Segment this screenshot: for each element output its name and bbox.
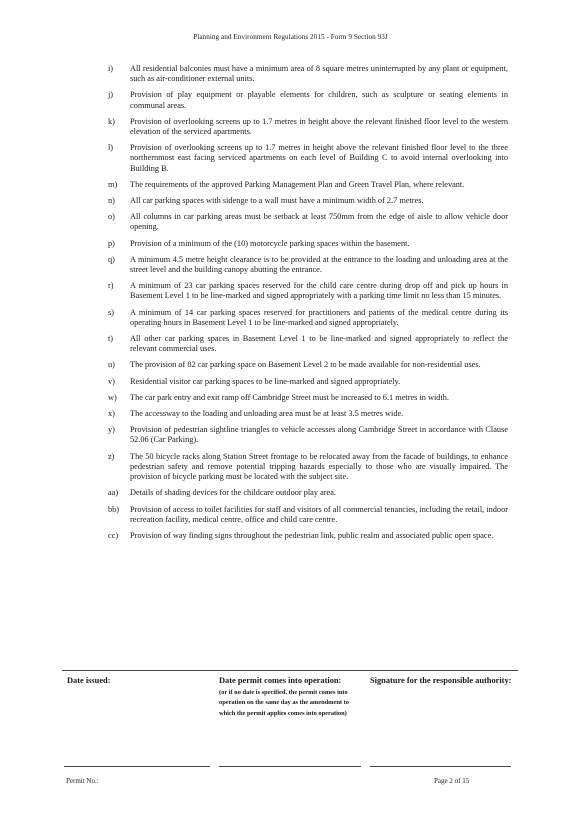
condition-text: Provision of access to toilet facilities for staff and visitors of all commercial tenancies, including the retail, indoor recreation facility, medical centre, office and child care centre. bbox=[130, 504, 508, 524]
condition-text: Residential visitor car parking spaces to be line-marked and signed appropriately. bbox=[130, 376, 401, 386]
condition-item bbox=[108, 360, 508, 370]
condition-label: cc) bbox=[108, 530, 119, 540]
condition-text: All columns in car parking areas must be setback at least 750mm from the edge of aisle to allow vehicle door opening. bbox=[130, 212, 508, 232]
condition-label: m) bbox=[108, 179, 118, 189]
condition-item bbox=[108, 196, 508, 206]
condition-label: o) bbox=[108, 212, 115, 222]
condition-text: The 50 bicycle racks along Station Street frontage to be relocated away from the facade of buildings, to enhance pedestrian safety and remove potential tripping hazards especially to those who are visually impaired. The provision of bicycle parking must be located with the subject site. bbox=[130, 451, 508, 482]
condition-item bbox=[108, 90, 508, 110]
condition-item bbox=[108, 255, 508, 275]
condition-label: z) bbox=[108, 451, 115, 461]
condition-text: Provision of overlooking screens up to 1.7 metres in height above the relevant finished floor level to the western elevation of the serviced apartments. bbox=[130, 116, 508, 137]
date-issued-label: Date issued: bbox=[67, 676, 111, 685]
operation-date-label: Date permit comes into operation: bbox=[219, 676, 342, 685]
condition-text: The accessway to the loading and unloading area must be at least 3.5 metres wide. bbox=[130, 409, 404, 419]
condition-item bbox=[108, 425, 508, 445]
condition-label: p) bbox=[108, 238, 115, 248]
condition-label: n) bbox=[108, 196, 115, 206]
condition-text: Provision of way finding signs throughout the pedestrian link, public realm and associated public open space. bbox=[130, 530, 494, 540]
condition-text: The provision of 82 car parking space on Basement Level 2 to be made available for non-residential uses. bbox=[130, 360, 481, 370]
condition-item bbox=[108, 393, 508, 403]
condition-label: r) bbox=[108, 281, 114, 291]
condition-item bbox=[108, 239, 508, 249]
condition-label: q) bbox=[108, 254, 115, 264]
condition-label: j) bbox=[108, 90, 114, 100]
signature-line bbox=[370, 766, 511, 767]
operation-date-column bbox=[219, 675, 354, 719]
condition-text: Provision of overlooking screens up to 1.7 metres in height above the relevant finished floor level to the three northernmost east facing serviced apartments on each level of Building C to avoid internal overlooking into Building B. bbox=[130, 143, 508, 173]
condition-item bbox=[108, 488, 508, 498]
condition-label: t) bbox=[108, 334, 114, 344]
signature-label: Signature for the responsible authority: bbox=[370, 676, 512, 685]
condition-label: v) bbox=[108, 376, 115, 386]
condition-item bbox=[108, 531, 508, 541]
condition-item bbox=[108, 409, 508, 419]
condition-text: All other car parking spaces in Basement Level 1 to be line-marked and signed appropriately to reflect the relevant commercial uses. bbox=[130, 334, 508, 354]
conditions-list bbox=[108, 64, 508, 547]
condition-item bbox=[108, 212, 508, 232]
condition-label: w) bbox=[108, 392, 117, 402]
condition-text: A minimum of 14 car parking spaces reserved for practitioners and patients of the medical centre during its operating hours in Basement Level 1 to be line-marked and signed appropriately. bbox=[130, 307, 508, 327]
condition-text: Details of shading devices for the childcare outdoor play area. bbox=[130, 488, 336, 498]
condition-label: y) bbox=[108, 425, 115, 435]
condition-label: s) bbox=[108, 307, 114, 317]
operation-date-note: (or if no date is specified, the permit comes into operation on the same day as the amendment to which the permit applies comes into operation) bbox=[219, 689, 349, 717]
condition-text: Provision of play equipment or playable elements for children, such as sculpture or seating elements in communal areas. bbox=[130, 90, 508, 110]
condition-label: bb) bbox=[108, 504, 120, 514]
condition-label: l) bbox=[108, 143, 114, 153]
condition-text: A minimum 4.5 metre height clearance is to be provided at the entrance to the loading and unloading area at the street level and the building canopy abutting the entrance. bbox=[130, 254, 508, 275]
date-issued-line bbox=[64, 766, 210, 767]
condition-text: All residential balconies must have a minimum area of 8 square metres uninterrupted by any plant or equipment, such as air-conditioner external units. bbox=[130, 64, 508, 84]
condition-item bbox=[108, 377, 508, 387]
divider bbox=[62, 670, 518, 671]
condition-item bbox=[108, 64, 508, 84]
condition-item bbox=[108, 334, 508, 354]
page-header: Planning and Environment Regulations 2015 - Form 9 Section 93J bbox=[193, 33, 388, 41]
condition-label: x) bbox=[108, 409, 115, 419]
condition-text: The requirements of the approved Parking Management Plan and Green Travel Plan, where relevant. bbox=[130, 179, 465, 189]
condition-text: All car parking spaces with sidenge to a wall must have a minimum width of 2.7 metres. bbox=[130, 196, 424, 206]
condition-label: i) bbox=[108, 64, 114, 73]
condition-label: aa) bbox=[108, 488, 119, 498]
condition-item bbox=[108, 281, 508, 301]
page-number: Page 2 of 15 bbox=[434, 777, 470, 785]
condition-item bbox=[108, 180, 508, 190]
operation-date-line bbox=[219, 766, 361, 767]
condition-text: Provision of pedestrian sightline triangles to vehicle accesses along Cambridge Street in accordance with Clause 52.06 (Car Parking). bbox=[130, 425, 508, 445]
condition-item bbox=[108, 505, 508, 525]
condition-item bbox=[108, 452, 508, 483]
condition-text: Provision of a minimum of the (10) motorcycle parking spaces within the basement. bbox=[130, 238, 410, 248]
permit-number-label: Permit No.: bbox=[66, 777, 99, 785]
condition-item bbox=[108, 117, 508, 137]
condition-label: k) bbox=[108, 116, 115, 126]
condition-item bbox=[108, 308, 508, 328]
condition-text: The car park entry and exit ramp off Cambridge Street must be increased to 6.1 metres in width. bbox=[130, 392, 449, 402]
condition-label: u) bbox=[108, 360, 115, 370]
condition-text: A minimum of 23 car parking spaces reserved for the child care centre during drop off and pick up hours in Basement Level 1 to be line-marked and signed appropriately with a parking time limit no less than 15 minutes. bbox=[130, 281, 508, 301]
condition-item bbox=[108, 143, 508, 174]
